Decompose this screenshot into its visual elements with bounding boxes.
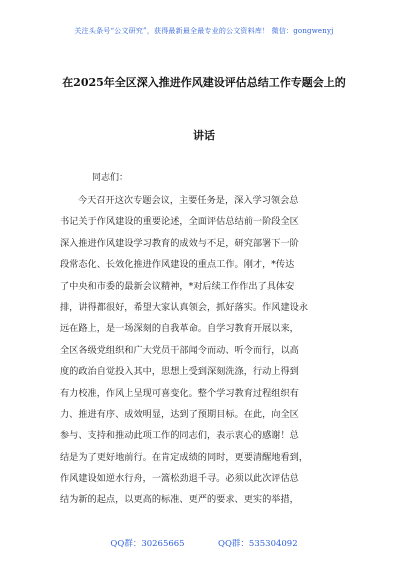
body-line: 结为新的起点，以更高的标准、更严的要求、更实的举措， xyxy=(60,494,299,506)
body-line: 全区各级党组织和广大党员干部闻令而动、听令而行，以高 xyxy=(60,344,299,356)
body-line: 了中央和市委的最新会议精神，*对后续工作作出了具体安 xyxy=(60,280,295,292)
body-line: 度的政治自觉投入其中，思想上受到深刻洗涤，行动上得到 xyxy=(60,366,299,378)
body-line: 今天召开这次专题会议，主要任务是，深入学习领会总 xyxy=(78,195,299,206)
body-line: 书记关于作风建设的重要论述，全面评估总结前一阶段全区 xyxy=(60,216,299,228)
footer-qq-group-2: QQ群：535304092 xyxy=(218,539,298,549)
body-line: 参与、支持和推动此项工作的同志们，表示衷心的感谢！总 xyxy=(60,430,299,442)
body-line: 结是为了更好地前行。在肯定成绩的同时，更要清醒地看到， xyxy=(60,451,309,463)
footer-qq-group-1: QQ群：30265665 xyxy=(110,539,185,549)
body-line: 远在路上，是一场深刻的自我革命。自学习教育开展以来， xyxy=(60,323,299,335)
body-line: 深入推进作风建设学习教育的成效与不足，研究部署下一阶 xyxy=(60,237,299,249)
header-promo-note: 关注头条号“公文研究”，获得最新最全最专业的公文资料库！ 微信：gongwenyj xyxy=(74,27,334,35)
footer-contact xyxy=(0,537,408,549)
salutation: 同志们： xyxy=(92,173,129,183)
document-title-line2: 讲话 xyxy=(193,129,215,142)
body-paragraph xyxy=(60,190,360,511)
document-title: 在2025年全区深入推进作风建设评估总结工作专题会上的 xyxy=(62,76,346,89)
body-line: 作风建设如逆水行舟，一篙松劲退千寻。必须以此次评估总 xyxy=(60,473,299,485)
body-line: 有力校准，作风上呈现可喜变化。整个学习教育过程组织有 xyxy=(60,387,299,399)
body-line: 排，讲得都很好，希望大家认真领会，抓好落实。作风建设永 xyxy=(60,301,309,313)
body-line: 力、推进有序、成效明显，达到了预期目标。在此，向全区 xyxy=(60,408,299,420)
body-line: 段常态化、长效化推进作风建设的重点工作。刚才，*传达 xyxy=(60,259,295,271)
